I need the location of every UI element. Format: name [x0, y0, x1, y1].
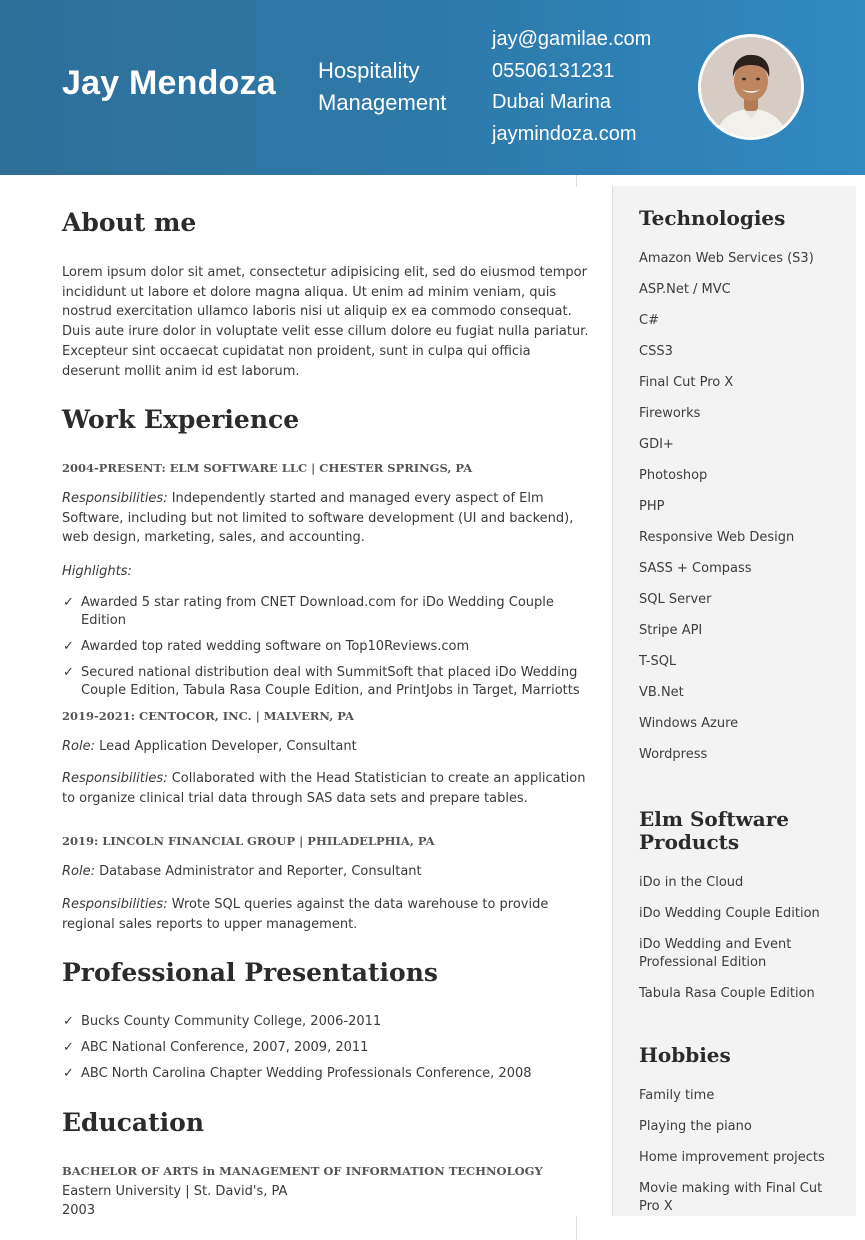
responsibilities-label: Responsibilities:: [62, 771, 168, 786]
presentations-heading: Professional Presentations: [62, 958, 438, 987]
list-item: Family time: [639, 1088, 715, 1103]
check-icon: ✓: [63, 639, 74, 654]
job-responsibilities: [62, 769, 590, 808]
location: Dubai Marina: [492, 91, 611, 113]
role-text: Lead Application Developer, Consultant: [94, 739, 357, 754]
phone-number: 05506131231: [492, 59, 615, 82]
education-degree: BACHELOR OF ARTS in MANAGEMENT OF INFORMATION TECHNOLOGY: [62, 1164, 543, 1178]
highlights-label: Highlights:: [62, 564, 132, 579]
technologies-heading: Technologies: [639, 206, 786, 230]
responsibilities-label: Responsibilities:: [62, 491, 168, 506]
list-item: Wordpress: [639, 747, 708, 762]
list-item: PHP: [639, 499, 665, 514]
website-link[interactable]: jaymindoza.com: [492, 122, 637, 145]
job-title: [318, 55, 478, 119]
role-text: Database Administrator and Reporter, Consultant: [94, 864, 422, 879]
list-item: ✓ Awarded 5 star rating from CNET Download.com for iDo Wedding Couple Edition: [63, 595, 554, 628]
contact-info: [492, 24, 651, 150]
list-item: Playing the piano: [639, 1119, 752, 1134]
job-title-line-1: Hospitality: [318, 58, 420, 83]
list-item: Fireworks: [639, 406, 701, 421]
list-item: iDo in the Cloud: [639, 875, 744, 890]
list-item: Movie making with Final Cut Pro X: [639, 1181, 823, 1214]
job-title-centocor: 2019-2021: CENTOCOR, INC. | MALVERN, PA: [62, 709, 354, 723]
highlights-list: [62, 594, 590, 708]
job-title-lincoln-financial: 2019: LINCOLN FINANCIAL GROUP | PHILADELPHIA, PA: [62, 834, 435, 848]
list-item: Final Cut Pro X: [639, 375, 734, 390]
list-item: Responsive Web Design: [639, 530, 795, 545]
list-item: ✓ Secured national distribution deal with SummitSoft that placed iDo Wedding Couple Edition, Tabula Rasa Couple Edition, and PrintJobs in Target, Marriotts: [63, 665, 580, 698]
job-role: [62, 862, 590, 882]
hobbies-heading: Hobbies: [639, 1043, 731, 1067]
list-item: Tabula Rasa Couple Edition: [639, 986, 815, 1001]
check-icon: ✓: [63, 665, 74, 680]
presentations-list: [62, 1013, 590, 1091]
job-responsibilities: [62, 489, 590, 548]
role-label: Role:: [62, 864, 95, 879]
list-item: SASS + Compass: [639, 561, 752, 576]
check-icon: ✓: [63, 1040, 74, 1055]
about-text: Lorem ipsum dolor sit amet, consectetur adipisicing elit, sed do eiusmod tempor incididunt ut labore et dolore magna aliqua. Ut enim ad minim veniam, quis nostrud exercitation ullamco laboris nisi ut aliquip ex ea commodo consequat. Duis aute irure dolor in voluptate velit esse cillum dolore eu fugiat nulla pariatur. Excepteur sint occaecat cupidatat non proident, sunt in culpa qui officia deserunt mollit anim id est laborum.: [62, 265, 589, 379]
check-icon: ✓: [63, 595, 74, 610]
email-link[interactable]: jay@gamilae.com: [492, 28, 652, 50]
products-heading: [639, 808, 789, 854]
list-item: Photoshop: [639, 468, 708, 483]
list-item: ✓ ABC North Carolina Chapter Wedding Professionals Conference, 2008: [63, 1066, 532, 1081]
job-responsibilities: [62, 895, 590, 934]
check-icon: ✓: [63, 1066, 74, 1081]
responsibilities-text: Wrote SQL queries against the data warehouse to provide regional sales reports to upper management.: [62, 897, 549, 932]
list-item: iDo Wedding and Event Professional Edition: [639, 937, 792, 970]
avatar-photo: [698, 34, 804, 140]
list-item: SQL Server: [639, 592, 712, 607]
products-heading-line-2: Products: [639, 830, 740, 854]
list-item: ASP.Net / MVC: [639, 282, 731, 297]
column-divider-top: [576, 175, 577, 187]
job-role: [62, 737, 590, 757]
sidebar: [612, 186, 856, 1216]
list-item: Home improvement projects: [639, 1150, 825, 1165]
check-icon: ✓: [63, 1014, 74, 1029]
column-divider-bottom: [576, 1216, 577, 1240]
list-item: iDo Wedding Couple Edition: [639, 906, 820, 921]
role-label: Role:: [62, 739, 95, 754]
responsibilities-text: Independently started and managed every aspect of Elm Software, including but not limited to software development (UI and backend), web design, marketing, sales, and accounting.: [62, 491, 574, 546]
list-item: Amazon Web Services (S3): [639, 251, 814, 266]
products-list: [639, 874, 839, 1016]
products-heading-line-1: Elm Software: [639, 807, 790, 831]
responsibilities-text: Collaborated with the Head Statistician to create an application to organize clinical trial data through SAS data sets and prepare tables.: [62, 771, 586, 806]
list-item: VB.Net: [639, 685, 684, 700]
list-item: Windows Azure: [639, 716, 739, 731]
list-item: C#: [639, 313, 659, 328]
job-title-line-2: Management: [318, 90, 447, 115]
about-heading: About me: [62, 208, 197, 237]
person-name: Jay Mendoza: [62, 64, 276, 102]
technologies-list: [639, 250, 839, 777]
person-photo-icon: [701, 37, 801, 137]
list-item: Stripe API: [639, 623, 703, 638]
education-heading: Education: [62, 1108, 205, 1137]
job-title-elm-software: 2004-PRESENT: ELM SOFTWARE LLC | CHESTER SPRINGS, PA: [62, 461, 473, 475]
responsibilities-label: Responsibilities:: [62, 897, 168, 912]
list-item: ✓ Bucks County Community College, 2006-2011: [63, 1014, 382, 1029]
list-item: ✓ Awarded top rated wedding software on Top10Reviews.com: [63, 639, 470, 654]
list-item: CSS3: [639, 344, 673, 359]
list-item: GDI+: [639, 437, 674, 452]
list-item: ✓ ABC National Conference, 2007, 2009, 2011: [63, 1040, 369, 1055]
list-item: T-SQL: [639, 654, 677, 669]
education-year: 2003: [62, 1203, 96, 1218]
resume-header: [0, 0, 865, 175]
education-school: Eastern University | St. David's, PA: [62, 1184, 288, 1199]
work-experience-heading: Work Experience: [62, 405, 300, 434]
hobbies-list: [639, 1087, 839, 1229]
